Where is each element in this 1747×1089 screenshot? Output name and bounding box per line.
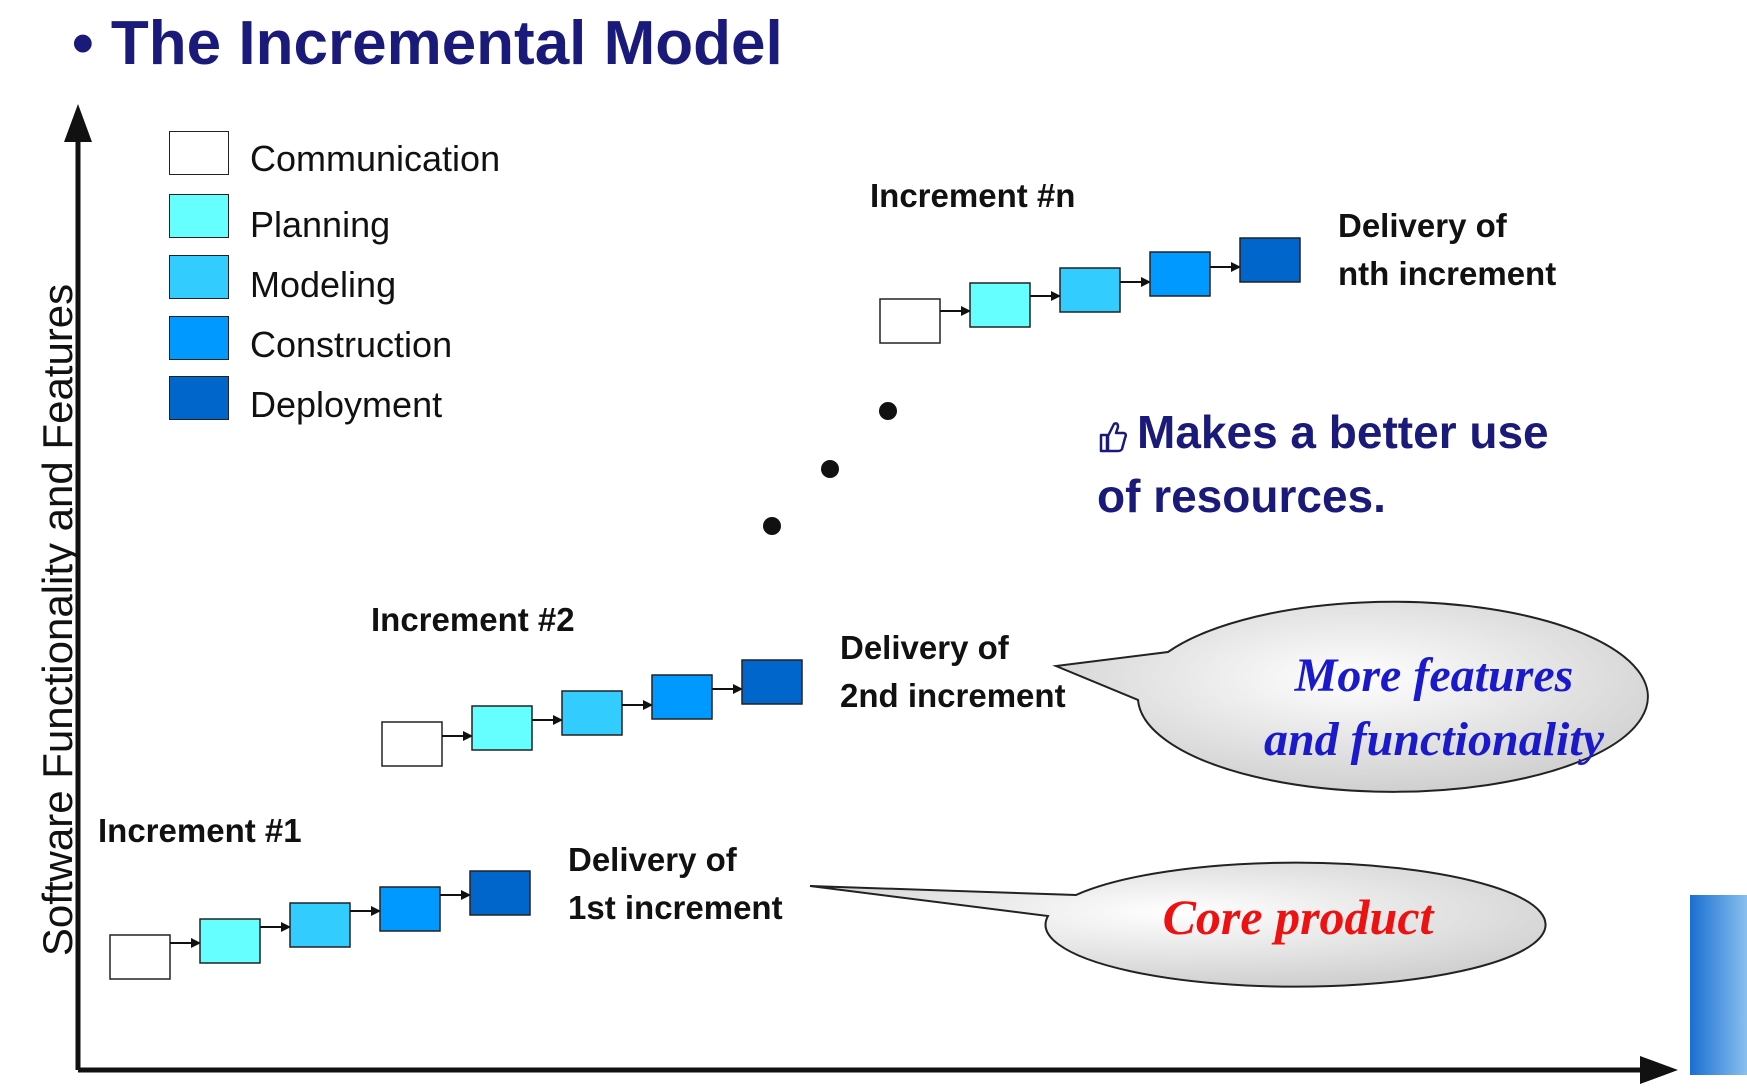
increment-n-chain — [880, 238, 1300, 343]
decorative-building-icon — [1690, 895, 1747, 1075]
more-features-line2: and functionality — [1263, 713, 1605, 766]
resource-point — [1097, 400, 1549, 528]
increment-1-chain — [110, 871, 530, 979]
increment-2-chain — [382, 660, 802, 766]
communication-box — [880, 299, 940, 343]
legend-swatch-planning — [169, 194, 229, 238]
ellipsis-dot — [821, 460, 839, 478]
page-title: • The Incremental Model — [72, 9, 783, 78]
x-axis-arrow-icon — [1640, 1056, 1678, 1084]
modeling-box — [1060, 268, 1120, 312]
delivery-n-line2: nth increment — [1338, 255, 1557, 292]
delivery-2-line1: Delivery of — [840, 629, 1009, 666]
more-features-line1: More features — [1294, 649, 1574, 702]
increment-n-label: Increment #n — [870, 177, 1076, 214]
delivery-1-line1: Delivery of — [568, 841, 737, 878]
deployment-box — [1240, 238, 1300, 282]
y-axis-arrow-icon — [64, 104, 92, 142]
ellipsis-dot — [879, 402, 897, 420]
communication-box — [382, 722, 442, 766]
modeling-box — [562, 691, 622, 735]
legend-swatch-modeling — [169, 255, 229, 299]
planning-box — [200, 919, 260, 963]
y-axis-label: Software Functionality and Features — [34, 283, 81, 957]
legend-label-deployment: Deployment — [250, 384, 443, 425]
delivery-1-line2: 1st increment — [568, 889, 783, 926]
thumbs-up-icon — [1097, 419, 1127, 453]
legend-label-communication: Communication — [250, 138, 501, 179]
core-product-text: Core product — [1162, 889, 1434, 945]
planning-box — [970, 283, 1030, 327]
legend-swatch-deployment — [169, 376, 229, 420]
resource-point-line2: of resources. — [1097, 470, 1386, 522]
deployment-box — [742, 660, 802, 704]
resource-point-text: Makes a better use — [1137, 406, 1549, 458]
modeling-box — [290, 903, 350, 947]
legend-label-modeling: Modeling — [250, 264, 397, 305]
more-features-text — [1234, 644, 1634, 772]
delivery-n-label — [1338, 202, 1556, 298]
legend-label-construction: Construction — [250, 324, 453, 365]
ellipsis-dot — [763, 517, 781, 535]
legend-swatch-communication — [169, 131, 229, 175]
increment-2-label: Increment #2 — [371, 601, 575, 638]
resource-point-line1 — [1097, 400, 1549, 464]
delivery-n-line1: Delivery of — [1338, 207, 1507, 244]
deployment-box — [470, 871, 530, 915]
communication-box — [110, 935, 170, 979]
legend-label-planning: Planning — [250, 204, 391, 245]
delivery-2-label — [840, 624, 1066, 720]
construction-box — [1150, 252, 1210, 296]
planning-box — [472, 706, 532, 750]
construction-box — [380, 887, 440, 931]
construction-box — [652, 675, 712, 719]
legend-swatch-construction — [169, 316, 229, 360]
delivery-2-line2: 2nd increment — [840, 677, 1066, 714]
increment-1-label: Increment #1 — [98, 812, 302, 849]
delivery-1-label — [568, 836, 783, 932]
